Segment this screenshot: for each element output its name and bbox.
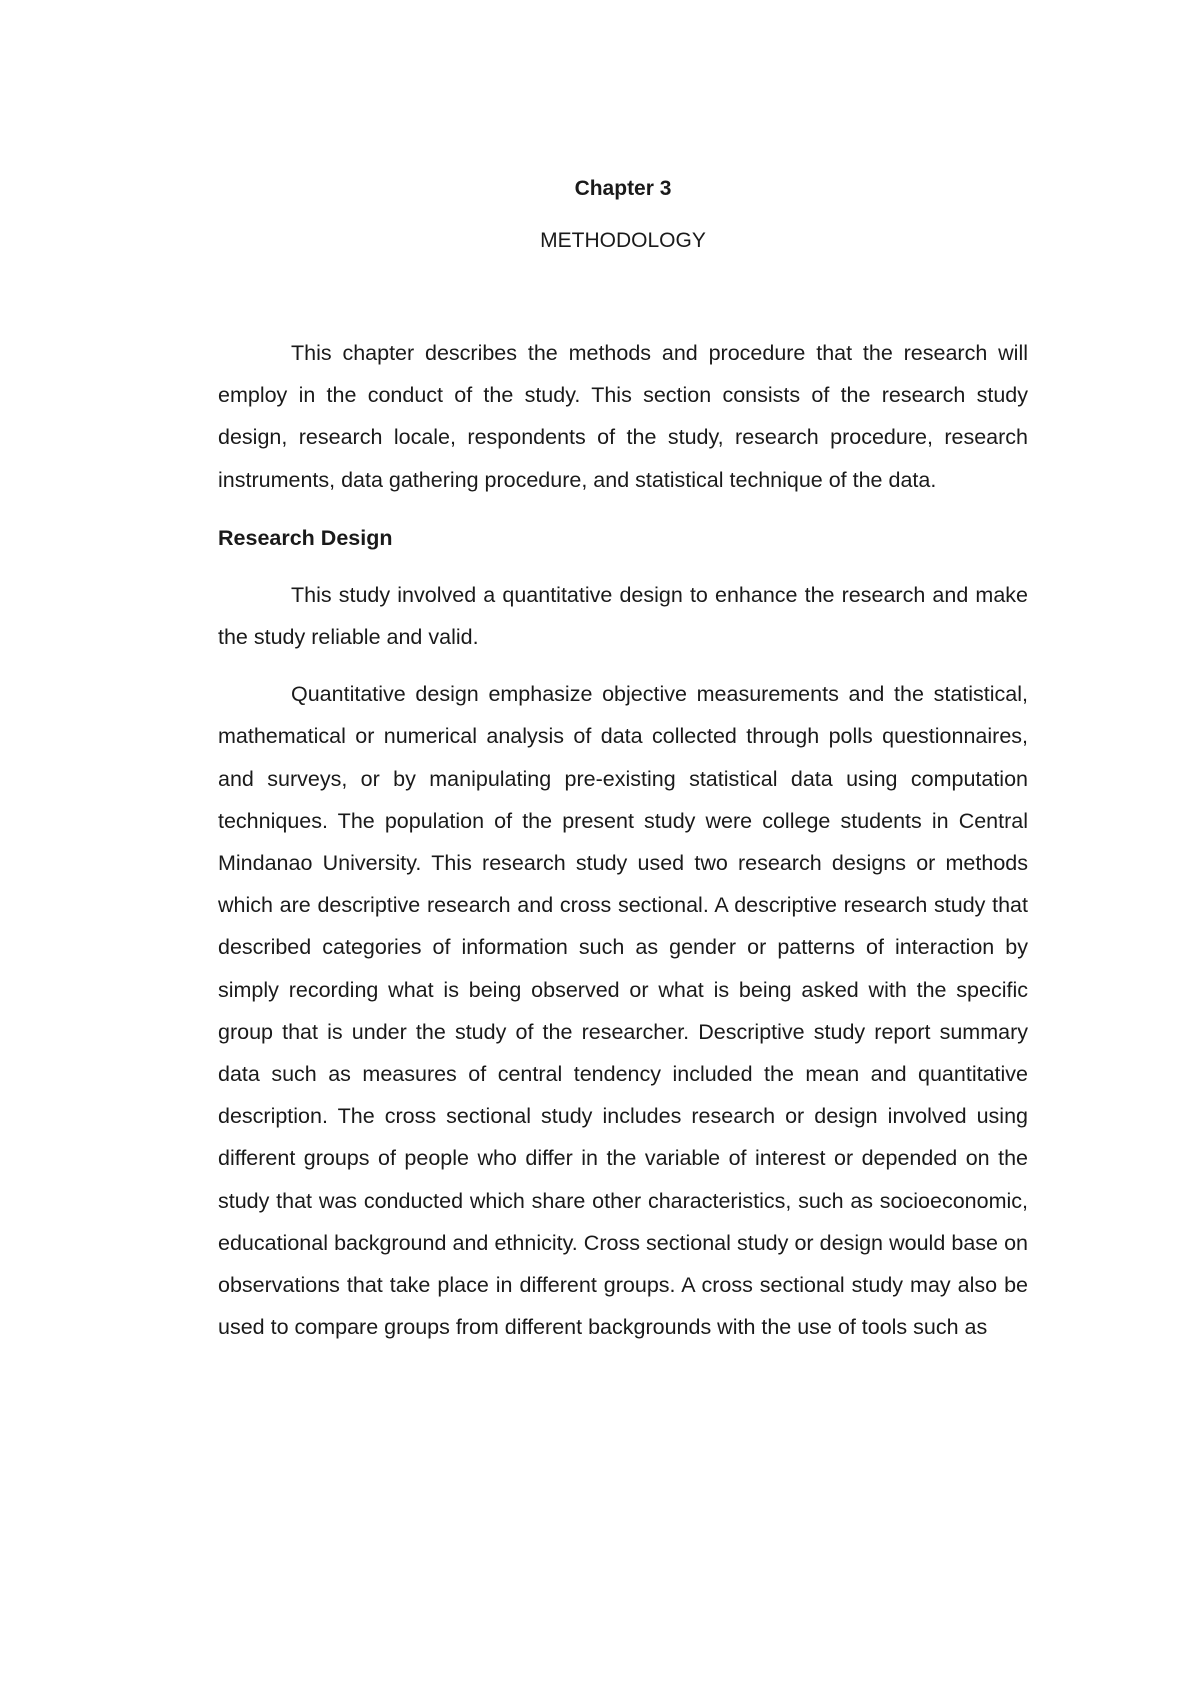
section-heading-research-design: Research Design: [218, 525, 393, 550]
chapter-title: METHODOLOGY: [540, 229, 706, 252]
intro-paragraph: This chapter describes the methods and procedure that the research will employ in the conduct of the study. This section consists of the research study design, research locale, respondents of the study, research procedure, research instruments, data gathering procedure, and statistical technique of the data.: [218, 341, 1028, 492]
chapter-number: Chapter 3: [574, 177, 672, 200]
research-design-paragraph-1: This study involved a quantitative design to enhance the research and make the study reliable and valid.: [218, 582, 1028, 650]
research-design-paragraph-2: Quantitative design emphasize objective measurements and the statistical, mathematical or numerical analysis of data collected through polls questionnaires, and surveys, or by manipulating pre-existing statistical data using computation techniques. The population of the present study were college students in Central Mindanao University. This research study used two research designs or methods which are descriptive research and cross sectional. A descriptive research study that described categories of information such as gender or patterns of interaction by simply recording what is being observed or what is being asked with the specific group that is under the study of the researcher. Descriptive study report summary data such as measures of central tendency included the mean and quantitative description. The cross sectional study includes research or design involved using different groups of people who differ in the variable of interest or depended on the study that was conducted which share other characteristics, such as socioeconomic, educational background and ethnicity. Cross sectional study or design would base on observations that take place in different groups. A cross sectional study may also be used to compare groups from different backgrounds with the use of tools such as: [218, 682, 1028, 1340]
page-content: [218, 168, 1028, 1348]
